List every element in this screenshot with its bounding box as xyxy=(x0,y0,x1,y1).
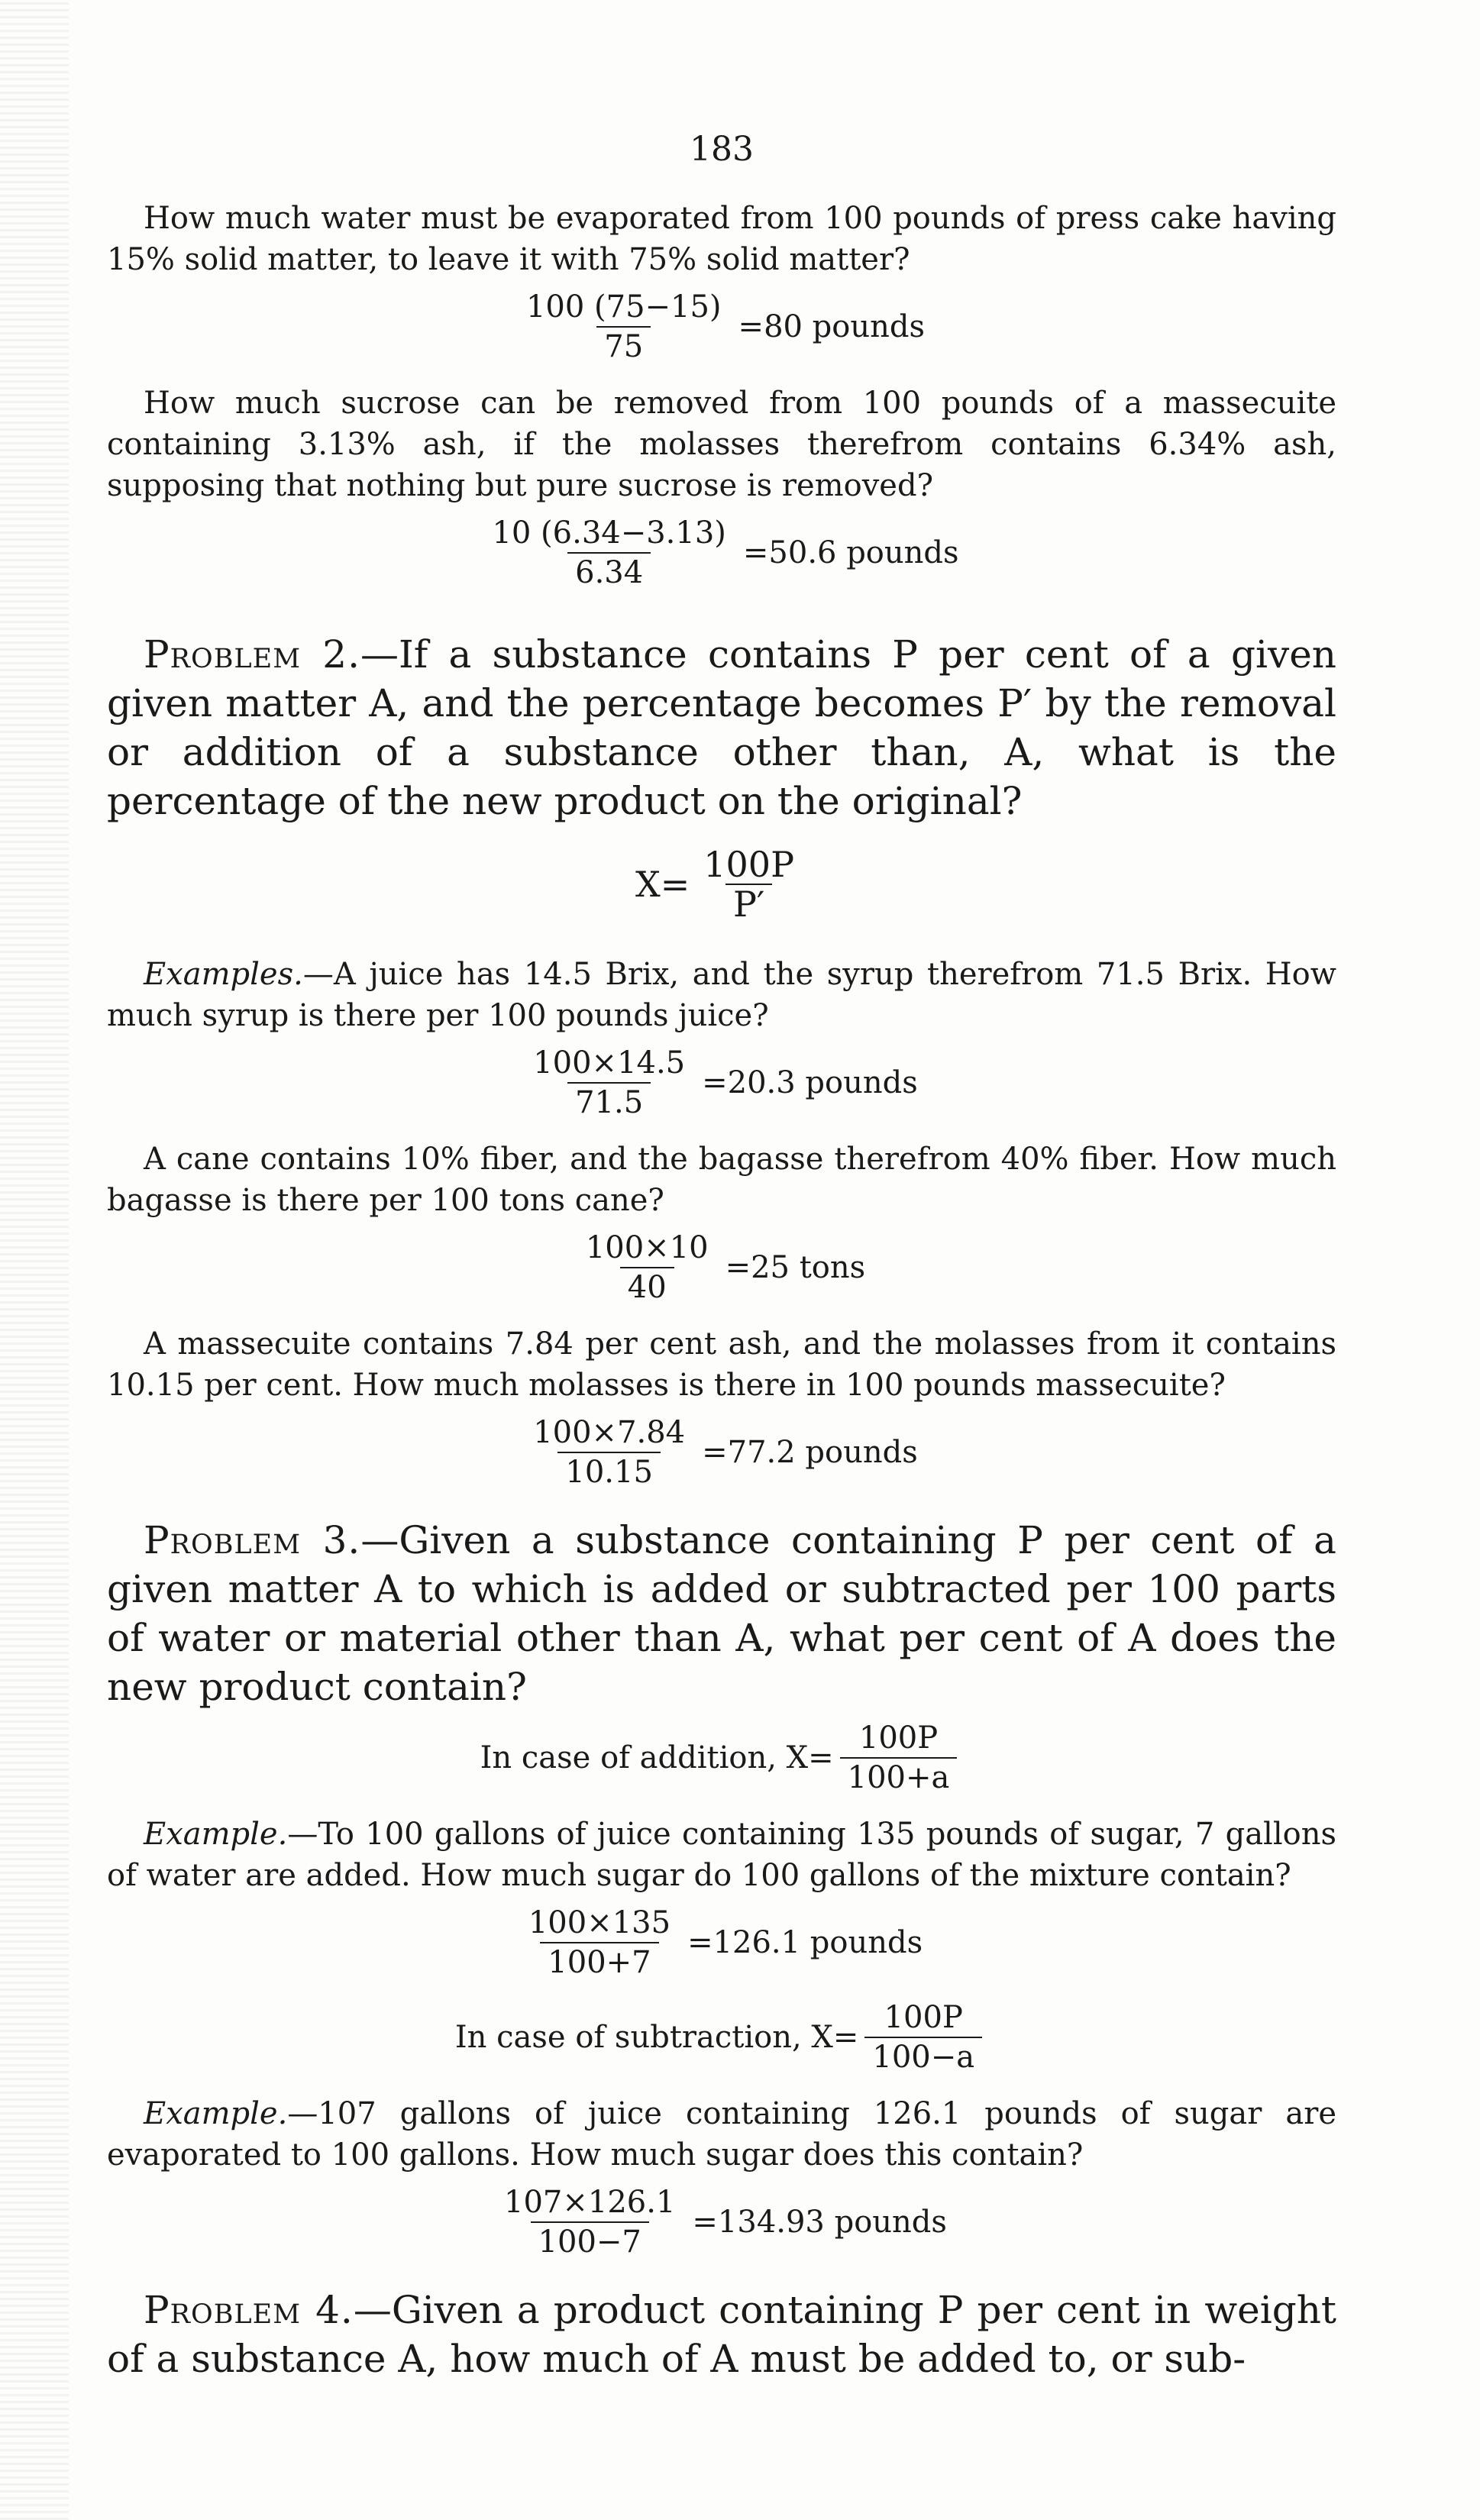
formula-prefix: In case of subtraction, X= xyxy=(454,2020,859,2055)
fraction xyxy=(864,1998,982,2076)
fraction xyxy=(521,1904,678,1982)
denominator: 71.5 xyxy=(567,1082,651,1122)
formula-addition xyxy=(107,1719,1336,1797)
examples-label: Examples. xyxy=(144,957,303,992)
page-number: 183 xyxy=(690,130,754,169)
formula-press-cake xyxy=(107,288,1336,366)
problem-2-text: —If a substance contains P per cent of a given given matter A, and the percentage becomes P′ by the removal or addition of a substance other than, A, what is the percentage of the new product on the original? xyxy=(107,632,1336,823)
fraction xyxy=(525,1044,693,1122)
example-text: —A juice has 14.5 Brix, and the syrup therefrom 71.5 Brix. How much syrup is there per 100 pounds juice? xyxy=(107,957,1336,1033)
denominator: 10.15 xyxy=(557,1452,661,1491)
problem-3-text: —Given a substance containing P per cent of a given matter A to which is added or subtracted per 100 parts of water or material other than A, what per cent of A does the new product contain? xyxy=(107,1518,1336,1709)
example-juice-evaporated xyxy=(107,2093,1336,2176)
formula-prefix: X= xyxy=(635,864,690,905)
formula-juice-water-added xyxy=(107,1904,1336,1982)
fraction xyxy=(525,1413,693,1491)
result: =80 pounds xyxy=(738,309,926,344)
fraction xyxy=(840,1719,958,1797)
result: =77.2 pounds xyxy=(702,1435,918,1470)
numerator: 100 (75−15) xyxy=(525,289,722,325)
book-page xyxy=(107,130,1336,2383)
problem-3-label: Problem 3. xyxy=(144,1518,361,1562)
formula-problem-2 xyxy=(107,845,1336,923)
numerator: 107×126.1 xyxy=(504,2185,676,2220)
formula-juice-syrup xyxy=(107,1044,1336,1122)
fraction xyxy=(484,514,733,592)
denominator: P′ xyxy=(725,884,772,923)
fraction xyxy=(519,288,729,366)
denominator: 100+7 xyxy=(540,1942,658,1982)
problem-4-text: —Given a product containing P per cent in weight of a substance A, how much of A must be added to, or sub- xyxy=(107,2288,1336,2381)
problem-2-label: Problem 2. xyxy=(144,632,360,677)
fraction xyxy=(696,845,802,923)
formula-subtraction xyxy=(107,1998,1336,2076)
result: =25 tons xyxy=(725,1250,866,1285)
example-text: —107 gallons of juice containing 126.1 pounds of sugar are evaporated to 100 gallons. How much sugar does this contain? xyxy=(107,2096,1336,2173)
problem-2 xyxy=(107,630,1336,825)
result: =20.3 pounds xyxy=(702,1065,918,1100)
problem-3 xyxy=(107,1516,1336,1711)
denominator: 100+a xyxy=(840,1757,958,1797)
numerator: 100P xyxy=(703,844,795,885)
example-text: —To 100 gallons of juice containing 135 pounds of sugar, 7 gallons of water are added. How much sugar do 100 gallons of the mixture contain? xyxy=(107,1817,1336,1893)
result: =50.6 pounds xyxy=(742,535,959,570)
numerator: 100P xyxy=(884,2000,963,2035)
question-massecuite-sucrose: How much sucrose can be removed from 100 pounds of a massecuite containing 3.13% ash, if the molasses therefrom contains 6.34% ash, supposing that nothing but pure sucrose is removed? xyxy=(107,386,1336,503)
example-juice-water-added xyxy=(107,1814,1336,1896)
binding-shadow xyxy=(0,0,69,2520)
formula-massecuite-molasses xyxy=(107,1413,1336,1491)
formula-prefix: In case of addition, X= xyxy=(480,1740,834,1775)
example-label: Example. xyxy=(144,1817,288,1852)
denominator: 6.34 xyxy=(567,552,651,592)
numerator: 100×7.84 xyxy=(533,1415,686,1450)
formula-massecuite-sucrose xyxy=(107,514,1336,592)
numerator: 100×14.5 xyxy=(533,1045,686,1081)
denominator: 100−7 xyxy=(531,2221,649,2261)
denominator: 75 xyxy=(596,326,651,366)
numerator: 100P xyxy=(858,1720,939,1756)
example-massecuite-molasses: A massecuite contains 7.84 per cent ash, and the molasses from it contains 10.15 per cent. How much molasses is there in 100 pounds massecuite? xyxy=(107,1326,1336,1403)
denominator: 100−a xyxy=(864,2037,982,2076)
result: =126.1 pounds xyxy=(687,1925,923,1960)
problem-4-label: Problem 4. xyxy=(144,2288,354,2332)
example-label: Example. xyxy=(144,2096,288,2131)
fraction xyxy=(496,2183,683,2261)
formula-juice-evaporated xyxy=(107,2183,1336,2261)
result: =134.93 pounds xyxy=(692,2205,947,2240)
example-juice-syrup xyxy=(107,954,1336,1036)
problem-4 xyxy=(107,2286,1336,2383)
example-cane-bagasse: A cane contains 10% fiber, and the bagasse therefrom 40% fiber. How much bagasse is there per 100 tons cane? xyxy=(107,1142,1336,1218)
fraction xyxy=(578,1229,716,1307)
question-press-cake: How much water must be evaporated from 100 pounds of press cake having 15% solid matter, to leave it with 75% solid matter? xyxy=(107,201,1336,277)
formula-cane-bagasse xyxy=(107,1229,1336,1307)
numerator: 10 (6.34−3.13) xyxy=(492,515,726,551)
denominator: 40 xyxy=(620,1267,674,1307)
numerator: 100×135 xyxy=(528,1905,671,1940)
numerator: 100×10 xyxy=(585,1230,709,1265)
